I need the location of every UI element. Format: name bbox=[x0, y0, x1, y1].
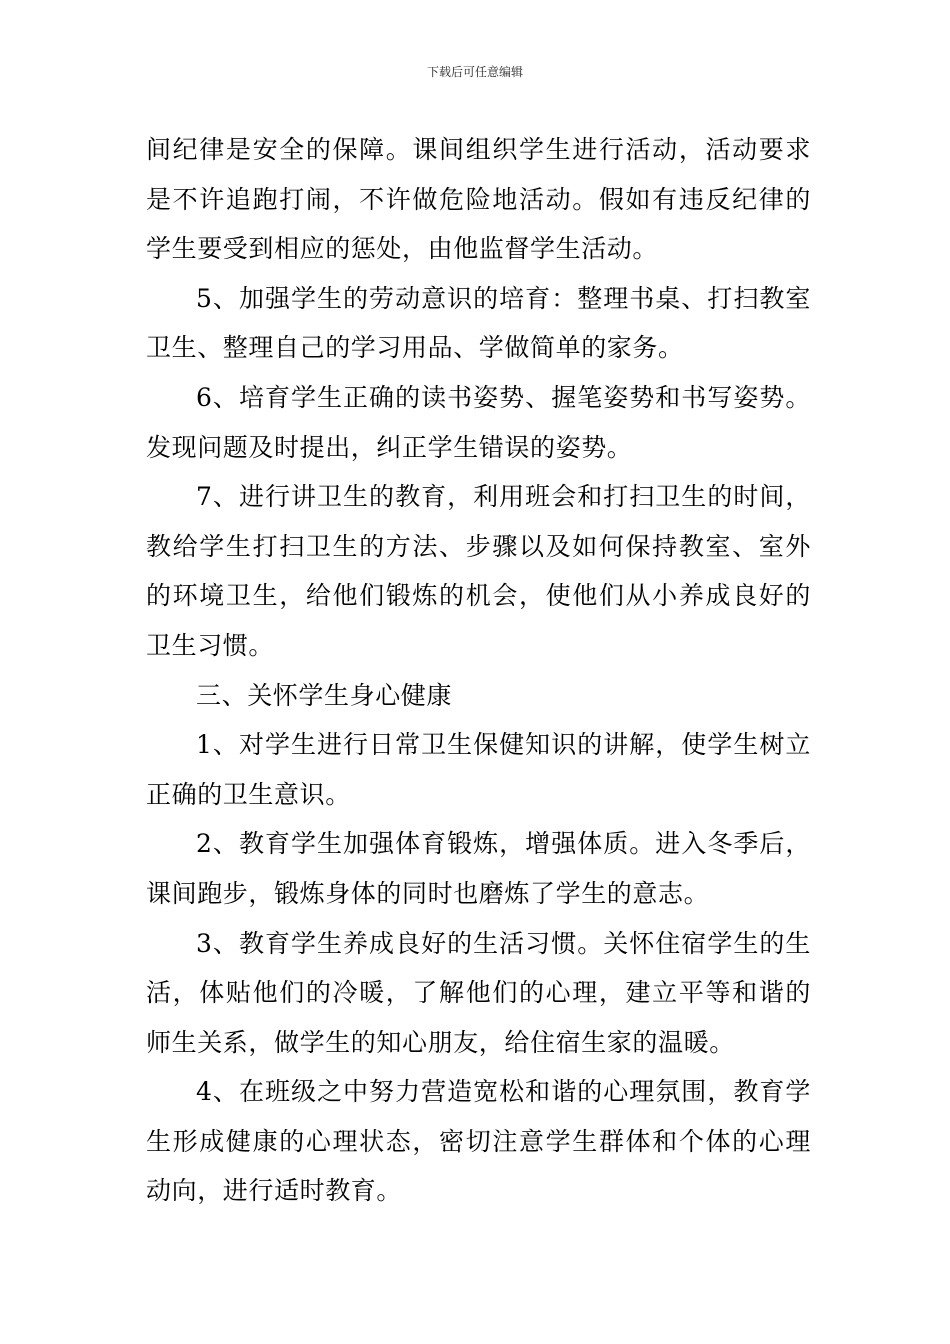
paragraph-health-2: 2、教育学生加强体育锻炼，增强体质。进入冬季后，课间跑步，锻炼身体的同时也磨炼了学生的意志。 bbox=[146, 829, 811, 908]
paragraph-health-4: 4、在班级之中努力营造宽松和谐的心理氛围，教育学生形成健康的心理状态，密切注意学生群体和个体的心理动向，进行适时教育。 bbox=[146, 1077, 811, 1206]
paragraph-health-1: 1、对学生进行日常卫生保健知识的讲解，使学生树立正确的卫生意识。 bbox=[146, 730, 811, 809]
paragraph-discipline: 间纪律是安全的保障。课间组织学生进行活动，活动要求是不许追跑打闹，不许做危险地活动。假如有违反纪律的学生要受到相应的惩处，由他监督学生活动。 bbox=[146, 135, 811, 264]
paragraph-item-5: 5、加强学生的劳动意识的培育：整理书桌、打扫教室卫生、整理自己的学习用品、学做简单的家务。 bbox=[146, 283, 811, 363]
paragraph-item-7: 7、进行讲卫生的教育，利用班会和打扫卫生的时间，教给学生打扫卫生的方法、步骤以及如何保持教室、室外的环境卫生，给他们锻炼的机会，使他们从小养成良好的卫生习惯。 bbox=[146, 482, 811, 660]
section-heading-health: 三、关怀学生身心健康 bbox=[196, 680, 453, 710]
paragraph-item-6: 6、培育学生正确的读书姿势、握笔姿势和书写姿势。发现问题及时提出，纠正学生错误的姿势。 bbox=[146, 382, 811, 462]
page-header-note: 下载后可任意编辑 bbox=[426, 65, 523, 79]
document-body bbox=[146, 125, 811, 1216]
paragraph-health-3: 3、教育学生养成良好的生活习惯。关怀住宿学生的生活，体贴他们的冷暖，了解他们的心理，建立平等和谐的师生关系，做学生的知心朋友，给住宿生家的温暖。 bbox=[146, 928, 811, 1057]
